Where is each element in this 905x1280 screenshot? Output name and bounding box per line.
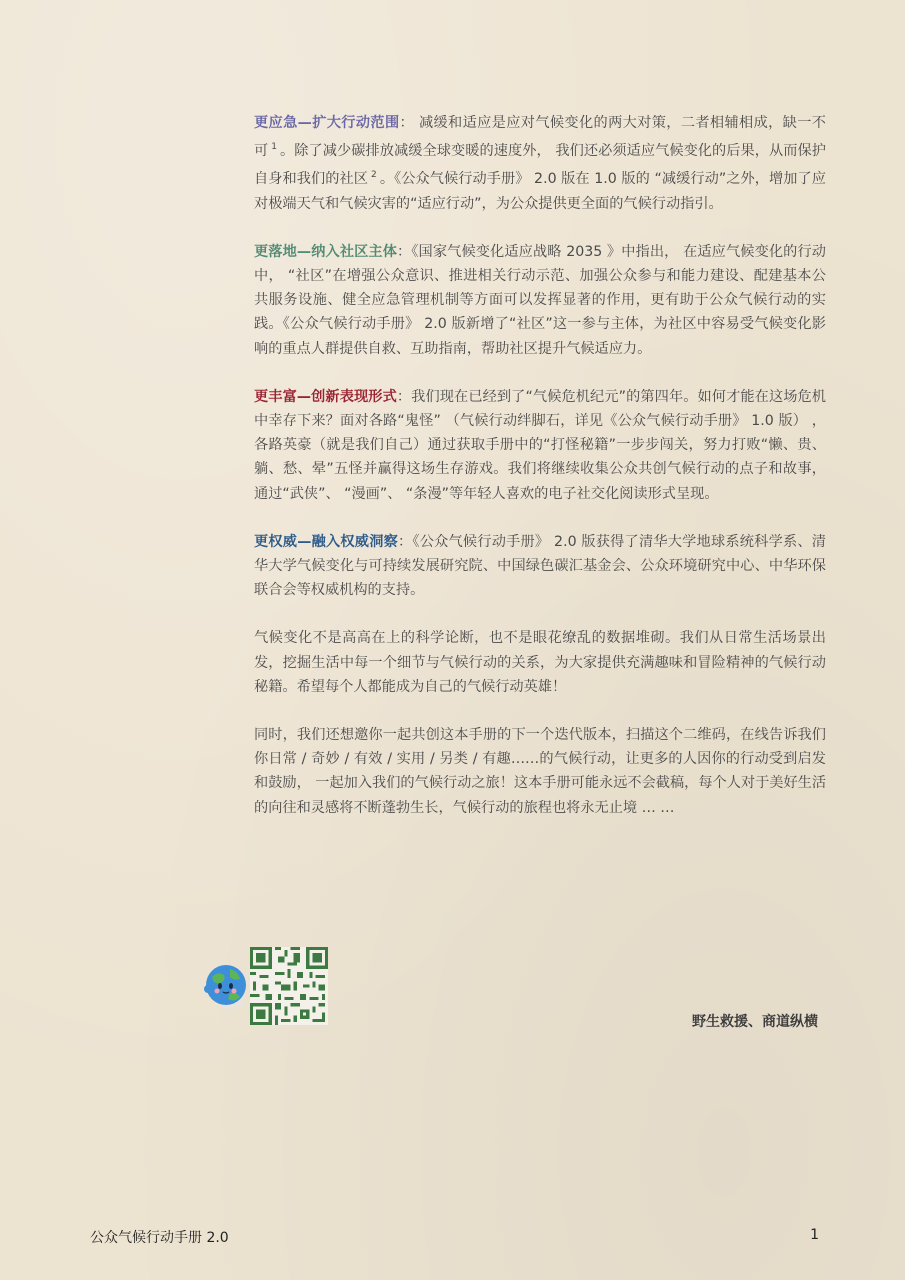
paragraph-authority [254,530,826,603]
footnote-marker: 2 [371,170,377,181]
paragraph-text: 。除了减少碳排放减缓全球变暖的速度外， 我们还必须适应气候变化的后果，从而保护自身和我们的社区 [254,143,826,188]
qr-block [200,945,330,1030]
heading-community: 更落地—纳入社区主体 [254,243,398,260]
paragraph-text: 减缓和适应是应对气候变化的两大对策，二者相辅相成，缺一不可 [254,115,826,160]
page-number: 1 [810,1227,819,1243]
paragraph-text: 《公众气候行动手册》 2.0 版获得了清华大学地球系统科学系、清华大学气候变化与可持续发展研究院、中国绿色碳汇基金会、公众环境研究中心、中华环保联合会等权威机构的支持。 [254,533,826,599]
footnote-marker: 1 [271,142,277,153]
paragraph-text: 我们现在已经到了“气候危机纪元”的第四年。如何才能在这场危机中幸存下来？面对各路“鬼怪” （气候行动绊脚石，详见《公众气候行动手册》 1.0 版） ，各路英豪（就是我们自己）通过获取手册中的“打怪秘籍”一步步闯关，努力打败“懒、贵、躺、愁、晕”五怪并赢得这场生存游戏。我们将继续收集公众共创气候行动的点子和故事，通过“武侠”、 “漫画”、 “条漫”等年轻人喜欢的电子社交化阅读形式呈现。 [254,388,826,502]
footer-title: 公众气候行动手册 2.0 [90,1230,229,1246]
paragraph-intro: 气候变化不是高高在上的科学论断，也不是眼花缭乱的数据堆砌。我们从日常生活场景出发，挖掘生活中每一个细节与气候行动的关系，为大家提供充满趣味和冒险精神的气候行动秘籍。希望每个人都能成为自己的气候行动英雄！ [254,630,826,695]
main-content [254,111,826,844]
signature: 野生救援、商道纵横 [692,1014,818,1030]
heading-colon: ： [398,533,413,550]
paragraph-community [254,240,826,361]
qr-code-icon[interactable] [250,947,328,1025]
paragraph-text: 。《公众气候行动手册》 2.0 版在 1.0 版的 “减缓行动”之外，增加了应对极端天气和气候灾害的“适应行动”，为公众提供更全面的气候行动指引。 [254,171,826,212]
heading-innovation: 更丰富—创新表现形式 [254,388,397,405]
heading-emergency: 更应急—扩大行动范围 [254,115,400,131]
paragraph-emergency [254,111,826,216]
heading-colon: ： [396,388,412,405]
heading-colon: ： [399,115,415,131]
paragraph-innovation [254,385,826,506]
paragraph-invitation: 同时，我们还想邀你一起共创这本手册的下一个迭代版本，扫描这个二维码，在线告诉我们你日常 / 奇妙 / 有效 / 实用 / 另类 / 有趣……的气候行动，让更多的人因你的行动受到启发和鼓励， 一起加入我们的气候行动之旅！这本手册可能永远不会截稿，每个人对于美好生活的向往和灵感将不断蓬勃生长，气候行动的旅程也将永无止境 … … [254,727,827,816]
paragraph-text: 《国家气候变化适应战略 2035 》中指出， 在适应气候变化的行动中， “社区”在增强公众意识、推进相关行动示范、加强公众参与和能力建设、配建基本公共服务设施、健全应急管理机制等方面可以发挥显著的作用，更有助于公众气候行动的实践。《公众气候行动手册》 2.0 版新增了“社区”这一参与主体，为社区中容易受气候变化影响的重点人群提供自救、互助指南，帮助社区提升气候适应力。 [254,243,826,357]
earth-mascot-icon [200,959,252,1011]
heading-colon: ： [397,243,412,260]
heading-authority: 更权威—融入权威洞察 [254,533,399,550]
